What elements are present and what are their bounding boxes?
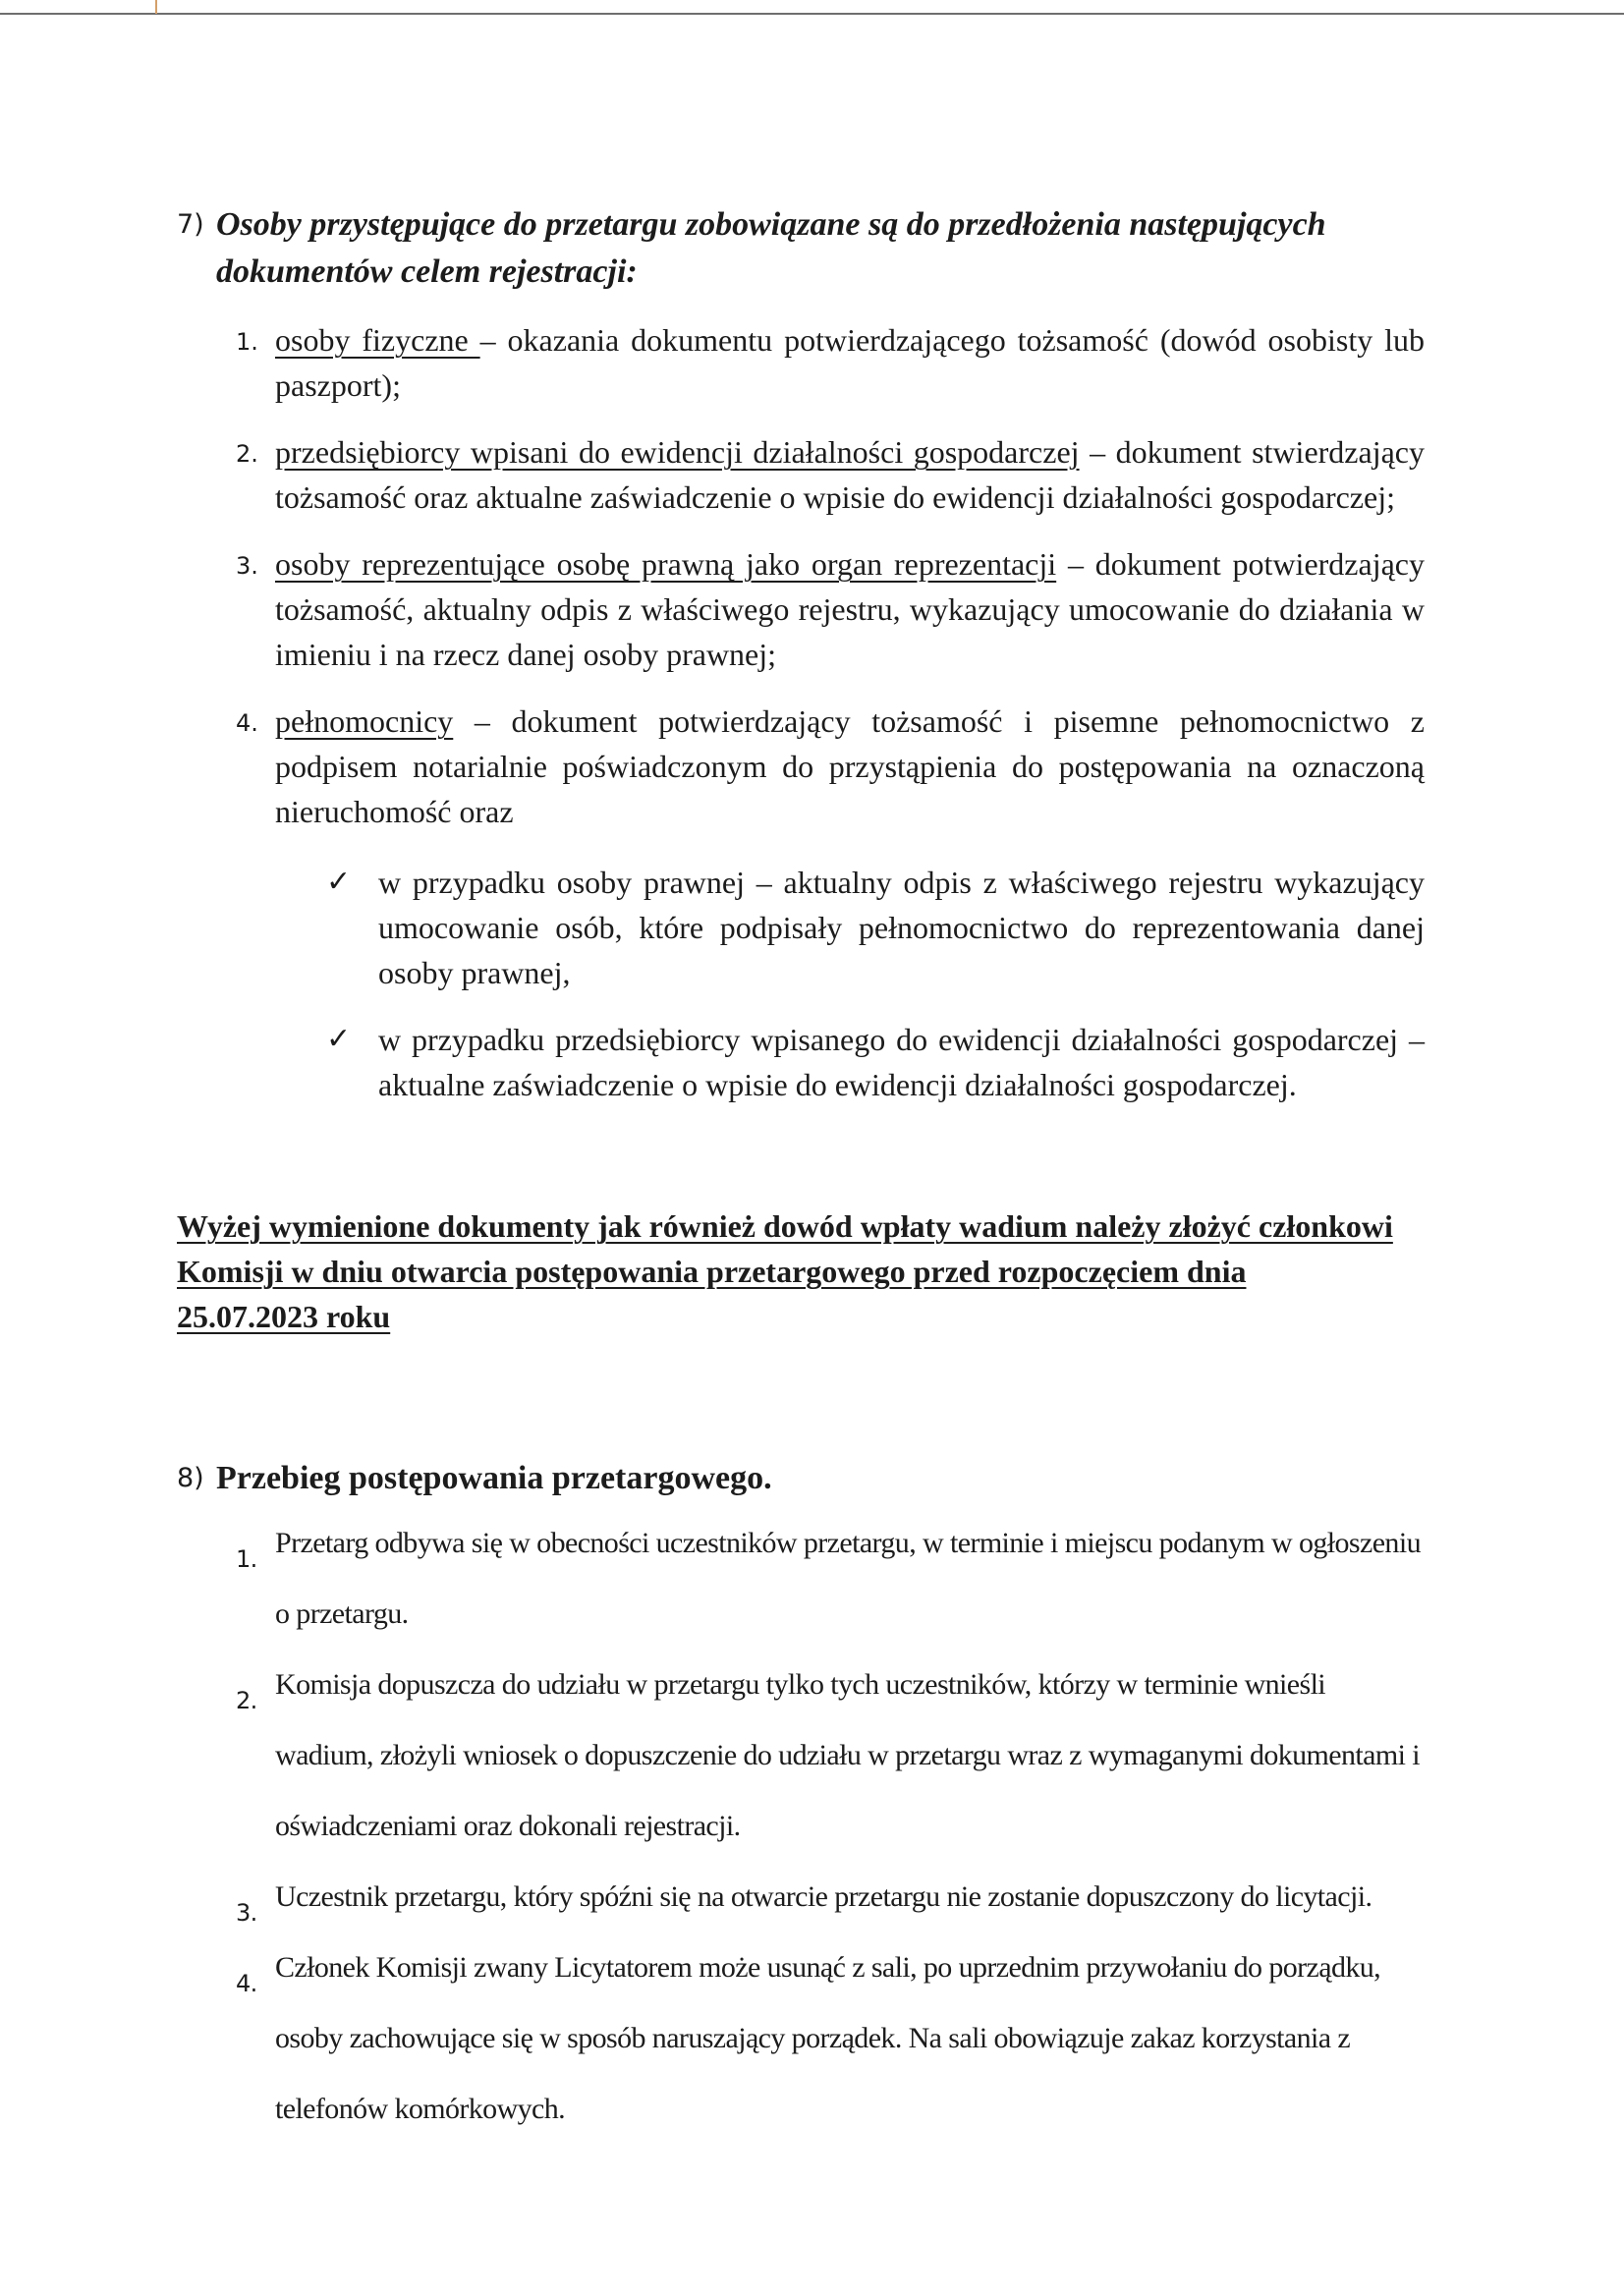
list-item bbox=[177, 541, 1425, 677]
section-7-number: 7) bbox=[177, 209, 204, 240]
document-page bbox=[177, 201, 1425, 2145]
check-icon: ✓ bbox=[326, 865, 352, 899]
item-text: Uczestnik przetargu, który spóźni się na otwarcie przetargu nie zostanie dopuszczony do licytacji. bbox=[275, 1880, 1372, 1913]
scan-top-border bbox=[0, 13, 1624, 15]
section-7-heading bbox=[177, 201, 1425, 296]
item-text: Przetarg odbywa się w obecności uczestników przetargu, w terminie i miejscu podanym w ogłoszeniu o przetargu. bbox=[275, 1527, 1421, 1630]
item-text: – dokument stwierdzający tożsamość oraz aktualne zaświadczenie o wpisie do ewidencji działalności gospodarczej; bbox=[275, 434, 1426, 515]
list-item bbox=[177, 1508, 1425, 1650]
item-number: 3. bbox=[236, 552, 258, 580]
list-item bbox=[177, 317, 1425, 408]
item-number: 4. bbox=[236, 1970, 257, 1997]
item-number: 2. bbox=[236, 440, 258, 468]
list-item bbox=[177, 699, 1425, 834]
item-number: 1. bbox=[236, 328, 258, 356]
item-number: 4. bbox=[236, 709, 258, 737]
sub-list-item bbox=[177, 1017, 1425, 1107]
section-8-heading bbox=[177, 1455, 1425, 1502]
item-lead: przedsiębiorcy wpisani do ewidencji działalności gospodarczej bbox=[275, 434, 1080, 470]
item-text: – okazania dokumentu potwierdzającego tożsamość (dowód osobisty lub paszport); bbox=[275, 322, 1426, 403]
item-lead: osoby reprezentujące osobę prawną jako organ reprezentacji bbox=[275, 546, 1057, 582]
item-text: Komisja dopuszcza do udziału w przetargu tylko tych uczestników, którzy w terminie wnieśli wadium, złożyli wniosek o dopuszczenie do udziału w przetargu wraz z wymaganymi dokumentami i oświadczeniami oraz dokonali rejestracji. bbox=[275, 1668, 1420, 1842]
section-7-title: Osoby przystępujące do przetargu zobowiązane są do przedłożenia następujących dokumentów celem rejestracji: bbox=[216, 206, 1326, 290]
sub-item-text: w przypadku przedsiębiorcy wpisanego do ewidencji działalności gospodarczej – aktualne zaświadczenie o wpisie do ewidencji działalności gospodarczej. bbox=[378, 1022, 1425, 1102]
section-8-list bbox=[177, 1508, 1425, 2145]
list-item bbox=[177, 1862, 1425, 1932]
item-text: Członek Komisji zwany Licytatorem może usunąć z sali, po uprzednim przywołaniu do porządku, osoby zachowujące się w sposób naruszający porządek. Na sali obowiązuje zakaz korzystania z telefonów komórkowych. bbox=[275, 1951, 1381, 2125]
item-text: – dokument potwierdzający tożsamość i pisemne pełnomocnictwo z podpisem notarialnie poświadczonym do przystąpienia do postępowania na oznaczoną nieruchomość oraz bbox=[275, 703, 1425, 829]
list-item bbox=[177, 1650, 1425, 1862]
section-8-number: 8) bbox=[177, 1463, 204, 1493]
item-text: – dokument potwierdzający tożsamość, aktualny odpis z właściwego rejestru, wykazujący umocowanie do działania w imieniu i na rzecz danej osoby prawnej; bbox=[275, 546, 1426, 672]
sub-list bbox=[177, 860, 1425, 1107]
scan-edge-mark bbox=[155, 0, 157, 14]
item-lead: osoby fizyczne bbox=[275, 322, 480, 358]
check-icon: ✓ bbox=[326, 1022, 352, 1056]
item-number: 1. bbox=[236, 1545, 257, 1573]
list-item bbox=[177, 1932, 1425, 2145]
section-8-title: Przebieg postępowania przetargowego. bbox=[216, 1460, 772, 1496]
item-lead: pełnomocnicy bbox=[275, 703, 454, 739]
list-item bbox=[177, 429, 1425, 520]
section-7-list bbox=[177, 317, 1425, 834]
item-number: 2. bbox=[236, 1687, 257, 1714]
notice-text: Wyżej wymienione dokumenty jak również dowód wpłaty wadium należy złożyć członkowi Komisji w dniu otwarcia postępowania przetargowego przed rozpoczęciem dnia 25.07.2023 roku bbox=[177, 1208, 1393, 1334]
sub-list-item bbox=[177, 860, 1425, 995]
sub-item-text: w przypadku osoby prawnej – aktualny odpis z właściwego rejestru wykazujący umocowanie osób, które podpisały pełnomocnictwo do reprezentowania danej osoby prawnej, bbox=[378, 865, 1425, 990]
item-number: 3. bbox=[236, 1899, 257, 1927]
